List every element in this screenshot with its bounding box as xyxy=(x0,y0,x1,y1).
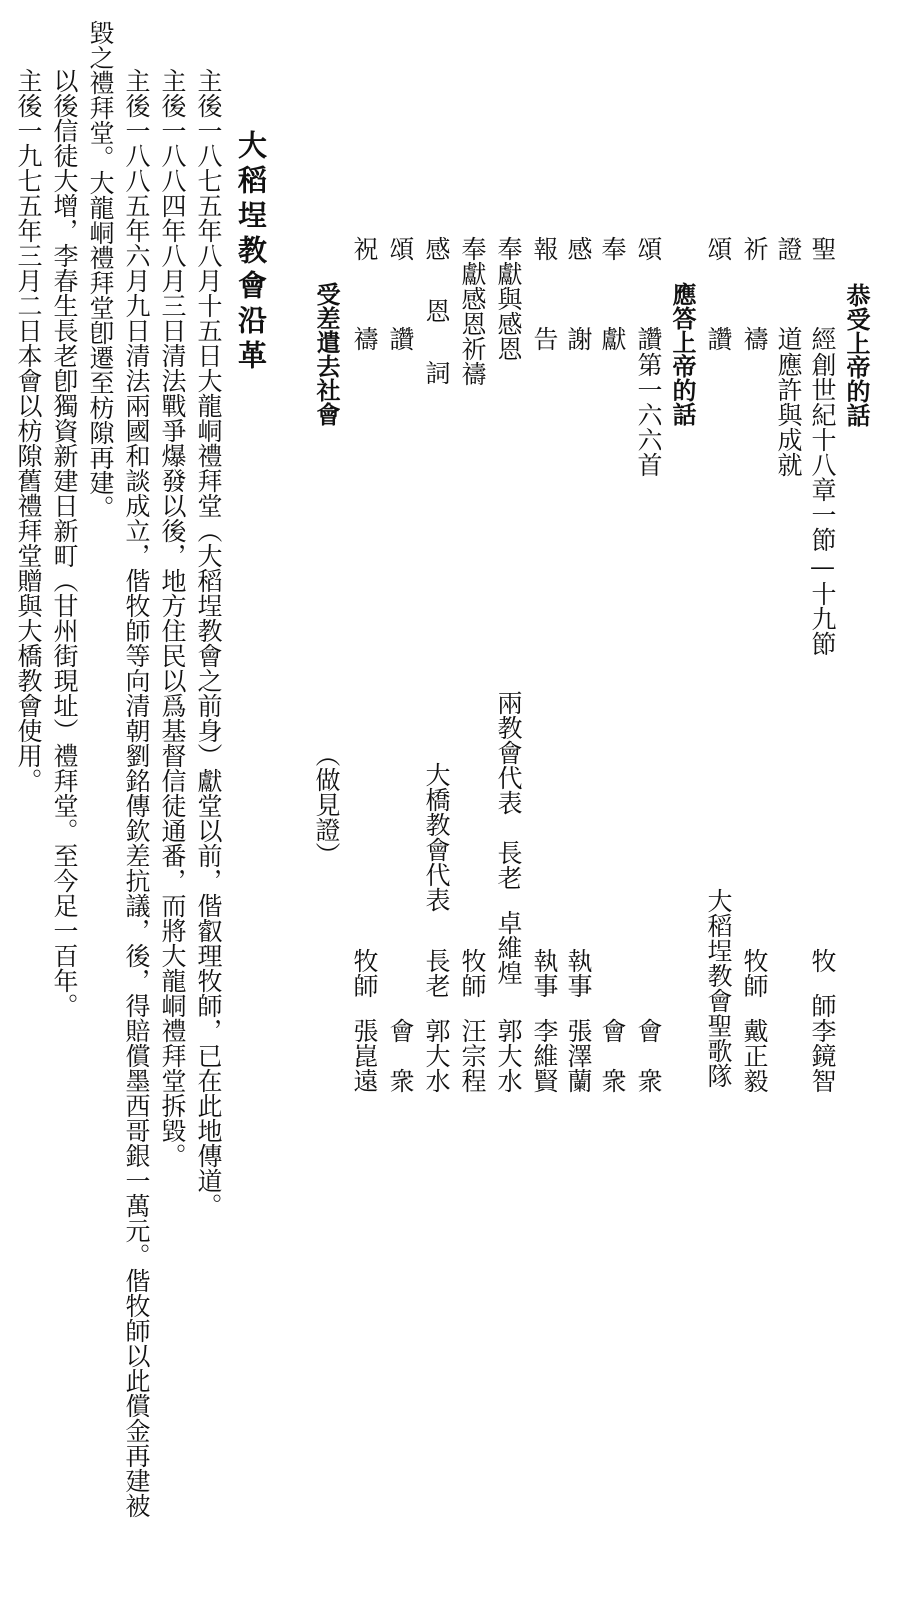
program-item: 祈 禱 xyxy=(740,236,769,371)
program-person: 會 衆 xyxy=(634,1018,663,1093)
program-person: 會 衆 xyxy=(598,1018,627,1093)
program-person: 汪宗程 xyxy=(458,1018,487,1093)
program-item: 感 恩 詞 xyxy=(422,236,451,389)
program-role: 牧師 xyxy=(740,948,769,998)
history-line: 毀之禮拜堂。大龍峒禮拜堂卽遷至枋隙再建。 xyxy=(86,20,115,520)
program-person: 李維賢 xyxy=(530,1018,559,1093)
history-line: 主後一八七五年八月十五日大龍峒禮拜堂（大稻埕教會之前身）獻堂以前，偕叡理牧師，已在此地傳道。 xyxy=(194,68,223,1218)
history-line: 主後一八八五年六月九日清法兩國和談成立，偕牧師等向清朝劉銘傳欽差抗議，後，得賠償墨西哥銀一萬元。偕牧師以此償金再建被 xyxy=(122,68,151,1518)
history-line: 以後信徒大增，李春生長老卽獨資新建日新町（甘州街現址）禮拜堂。至今足一百年。 xyxy=(50,68,79,1018)
section-heading: 受差遣去社會 xyxy=(312,282,340,426)
program-item: 聖 經 xyxy=(808,236,837,371)
program-item: 頌 讚 xyxy=(386,236,415,371)
program-person: 郭大水 xyxy=(422,1018,451,1093)
section-heading: 應答上帝的話 xyxy=(668,282,696,426)
history-title: 大稻埕教會沿革 xyxy=(234,130,268,375)
program-detail: 應許與成就 xyxy=(774,352,803,477)
program-role: 長老 xyxy=(422,948,451,998)
program-detail: 第一六六首 xyxy=(634,352,663,477)
program-role: 牧師 xyxy=(808,948,837,1038)
section-heading: 恭受上帝的話 xyxy=(842,283,870,427)
history-line: 主後一八八四年八月三日清法戰爭爆發以後，地方住民以爲基督信徒通番，而將大龍峒禮拜堂拆毀。 xyxy=(158,68,187,1168)
program-person: 大稻埕教會聖歌隊 xyxy=(704,888,733,1088)
program-detail: 創世紀十八章一節—十九節 xyxy=(808,352,837,656)
program-detail: 兩教會代表 長老 xyxy=(494,690,523,890)
program-item: 感 謝 xyxy=(564,236,593,371)
program-item: 證 道 xyxy=(774,236,803,371)
program-person: 郭大水 xyxy=(494,1018,523,1093)
history-line: 主後一九七五年三月二日本會以枋隙舊禮拜堂贈與大橋教會使用。 xyxy=(14,68,43,793)
witness-note: （做見證） xyxy=(312,742,341,867)
program-person: 會 衆 xyxy=(386,1018,415,1093)
program-item: 祝 禱 xyxy=(350,236,379,371)
program-person: 張澤蘭 xyxy=(564,1018,593,1093)
program-person: 戴正毅 xyxy=(740,1018,769,1093)
program-role: 卓維煌 xyxy=(494,910,523,985)
program-item: 頌 讚 xyxy=(704,236,733,371)
program-item: 奉獻與感恩 xyxy=(494,236,523,361)
program-item: 頌 讚 xyxy=(634,236,663,371)
program-person: 張崑遠 xyxy=(350,1018,379,1093)
program-item: 奉 獻 xyxy=(598,236,627,371)
program-role: 執事 xyxy=(530,948,559,998)
program-detail: 大橋教會代表 xyxy=(422,762,451,912)
program-person: 李鏡智 xyxy=(808,1018,837,1093)
program-item: 報 告 xyxy=(530,236,559,371)
program-role: 牧師 xyxy=(350,948,379,998)
program-role: 執事 xyxy=(564,948,593,998)
program-item: 奉獻感恩祈禱 xyxy=(458,236,487,386)
program-role: 牧師 xyxy=(458,948,487,998)
